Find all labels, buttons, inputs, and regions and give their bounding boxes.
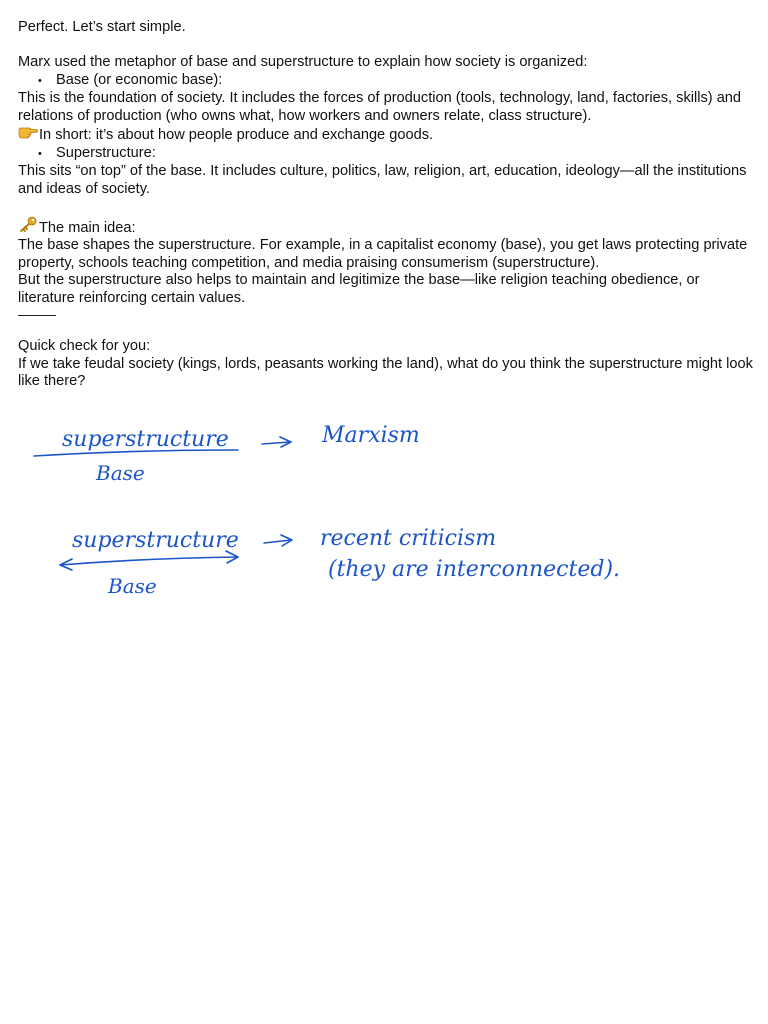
horizontal-divider (18, 315, 56, 328)
pointing-hand-icon (18, 125, 38, 139)
superstructure-bullet-label: Superstructure: (56, 144, 156, 161)
in-short-text: In short: it’s about how people produce and exchange goods. (39, 127, 434, 143)
handwritten-superstructure-2: superstructure (72, 528, 239, 553)
base-bullet-label: Base (or economic base): (56, 71, 223, 88)
quick-check-heading: Quick check for you: (18, 338, 151, 354)
main-idea-paragraph-2: But the superstructure also helps to maintain and legitimize the base—like religion teaching obedience, or literature reinforcing certain values. (18, 272, 700, 306)
base-bullet-item (18, 72, 753, 91)
superstructure-bullet-item (18, 145, 753, 164)
base-description: This is the foundation of society. It includes the forces of production (tools, technology, land, factories, skills) and relations of production (who owns what, how workers and owners relate, class structure). (18, 90, 742, 124)
bullet-dot: • (38, 74, 42, 87)
marx-metaphor-text: Marx used the metaphor of base and superstructure to explain how society is organized: (18, 54, 588, 70)
intro-text: Perfect. Let’s start simple. (18, 19, 186, 35)
double-arrow-line (60, 551, 238, 570)
superstructure-description: This sits “on top” of the base. It includes culture, politics, law, religion, art, education, ideology—all the institutions and ideas of society. (18, 163, 747, 197)
handwritten-notes (0, 400, 768, 620)
handwritten-recent-criticism: recent criticism (320, 526, 497, 551)
handwritten-arrow-2 (264, 535, 292, 546)
handwritten-base-1: Base (96, 461, 145, 485)
main-idea-paragraph-1: The base shapes the superstructure. For example, in a capitalist economy (base), you get laws protecting private property, schools teaching competition, and media praising consumerism (superstructure). (18, 237, 748, 271)
bullet-dot: • (38, 147, 42, 160)
handwritten-interconnected: (they are interconnected). (328, 557, 621, 582)
feudal-question: If we take feudal society (kings, lords, peasants working the land), what do you think the superstructure might look like there? (18, 355, 753, 389)
handwritten-superstructure-1: superstructure (62, 427, 229, 452)
main-idea-heading (18, 216, 753, 238)
document-body (18, 19, 753, 391)
handwritten-marxism-label: Marxism (322, 423, 420, 448)
main-idea-title: The main idea: (39, 219, 136, 236)
handwritten-base-2: Base (108, 574, 157, 598)
key-icon (18, 216, 38, 230)
in-short-line (18, 125, 753, 145)
handwritten-arrow-1 (262, 437, 291, 447)
